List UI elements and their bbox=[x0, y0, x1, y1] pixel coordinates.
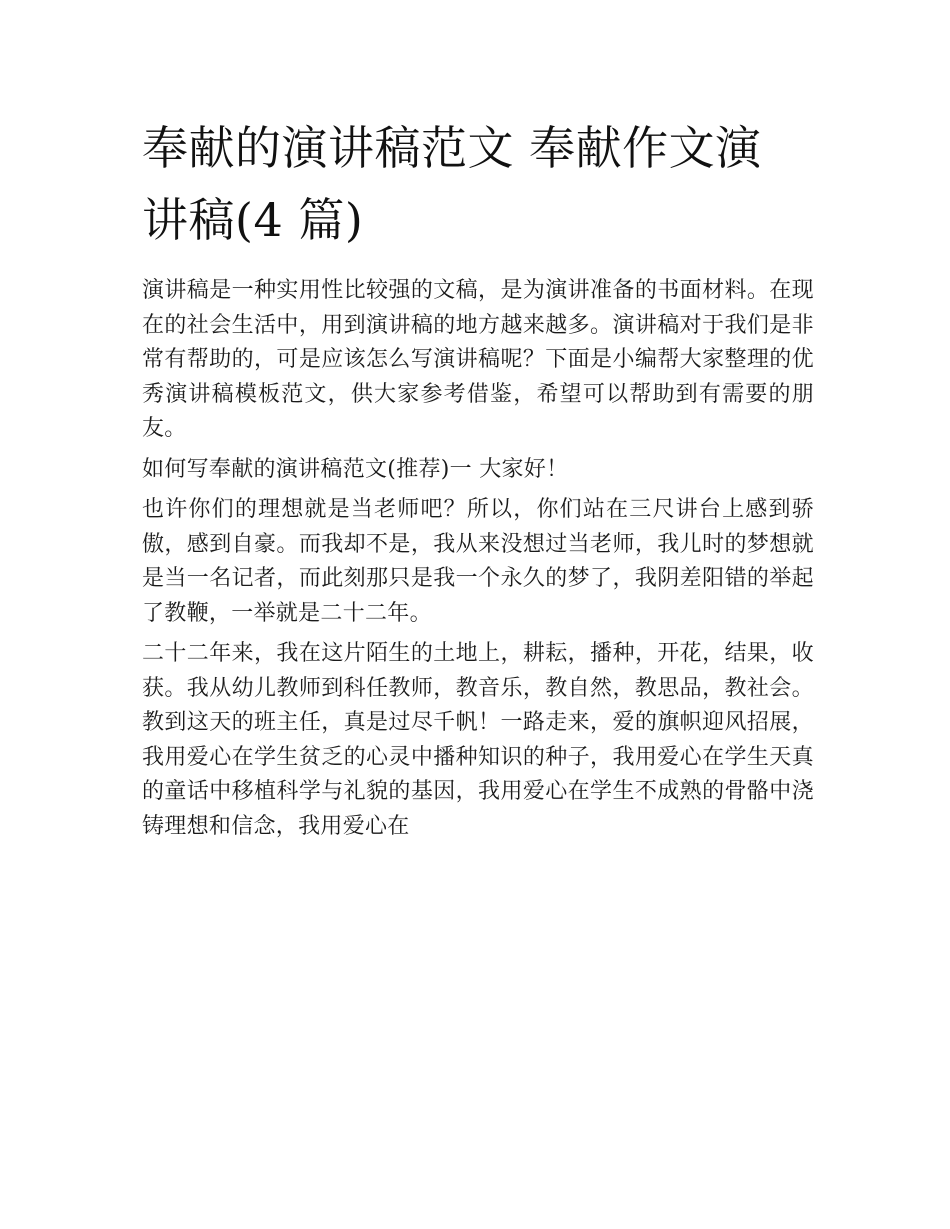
body-paragraph-1: 也许你们的理想就是当老师吧？所以，你们站在三尺讲台上感到骄傲，感到自豪。而我却不是，我从来没想过当老师，我儿时的梦想就是当一名记者，而此刻那只是我一个永久的梦了，我阴差阳错的举起了教鞭，一举就是二十二年。 bbox=[142, 497, 814, 626]
intro-paragraph: 演讲稿是一种实用性比较强的文稿，是为演讲准备的书面材料。在现在的社会生活中，用到演讲稿的地方越来越多。演讲稿对于我们是非常有帮助的，可是应该怎么写演讲稿呢？下面是小编帮大家整理的优秀演讲稿模板范文，供大家参考借鉴，希望可以帮助到有需要的朋友。 bbox=[142, 278, 814, 441]
document-content bbox=[142, 112, 814, 850]
title-line-2: 讲稿(4 篇) bbox=[142, 193, 364, 247]
section-heading-paragraph: 如何写奉献的演讲稿范文(推荐)一 大家好！ bbox=[142, 456, 569, 482]
title-line-1: 奉献的演讲稿范文 奉献作文演 bbox=[142, 121, 762, 175]
document-title bbox=[142, 112, 814, 256]
body-paragraph-2: 二十二年来，我在这片陌生的土地上，耕耘，播种，开花，结果，收获。我从幼儿教师到科任教师，教音乐，教自然，教思品，教社会。教到这天的班主任，真是过尽千帆！一路走来，爱的旗帜迎风招展，我用爱心在学生贫乏的心灵中播种知识的种子，我用爱心在学生天真的童话中移植科学与礼貌的基因，我用爱心在学生不成熟的骨骼中浇铸理想和信念，我用爱心在 bbox=[142, 641, 814, 839]
